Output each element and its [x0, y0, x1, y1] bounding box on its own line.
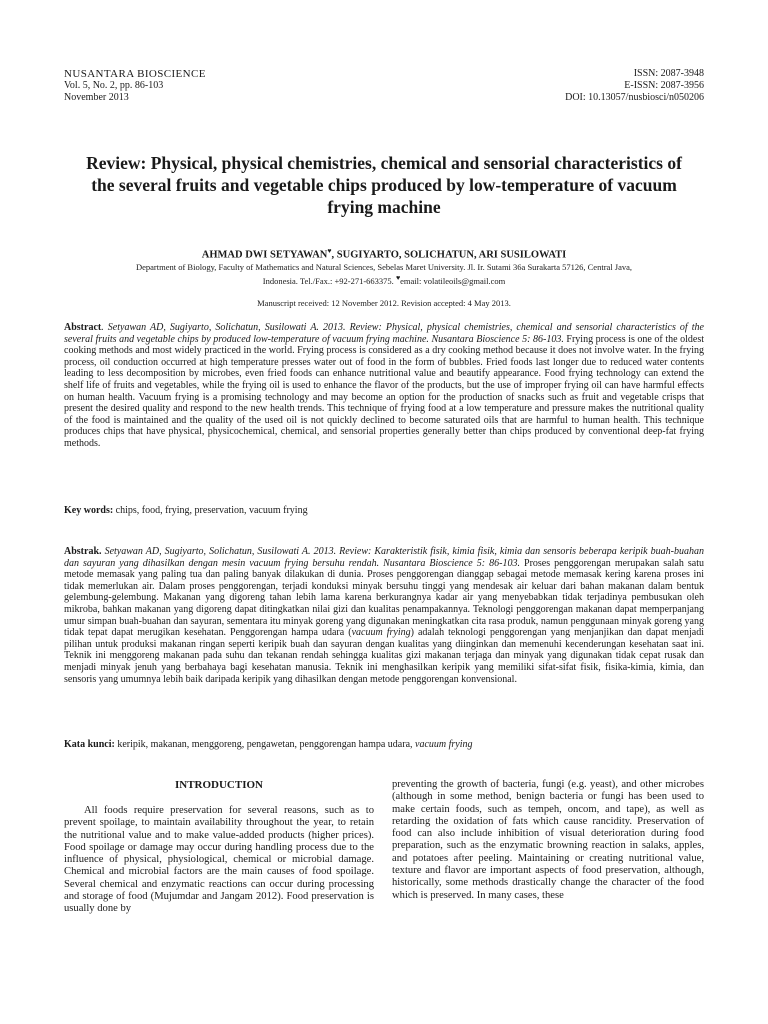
doi: DOI: 10.13057/nusbiosci/n050206 — [565, 92, 704, 103]
keywords — [64, 505, 704, 517]
affiliation-line-2 — [64, 273, 704, 287]
affiliation-contact: Indonesia. Tel./Fax.: +92-271-663375. — [262, 275, 394, 286]
katakunci-text: keripik, makanan, menggoreng, pengawetan, penggorengan hampa udara, — [114, 739, 416, 750]
corresponding-mark-icon: ♥ — [327, 247, 332, 255]
eissn: E-ISSN: 2087-3956 — [624, 80, 704, 91]
intro-left-column — [64, 779, 374, 916]
intro-paragraph-right: preventing the growth of bacteria, fungi (e.g. yeast), and other microbes (although in some method, benign bacteria or fungi has been used to make certain foods, such as tempeh, oncom, and tape), as well as retarding the oxidation of fats which cause rancidity. Preservation of food can also include inhibition of visual deterioration during food preparation, such as the enzymatic browning reaction in salaks, apples, and potatoes after peeling. Maintaining or creating nutritional value, texture and flavor are important aspects of food preservation, although, historically, some methods drastically change the character of the food which is preserved. In many cases, these — [392, 779, 704, 901]
abstract-citation: . Setyawan AD, Sugiyarto, Solichatun, Susilowati A. 2013. Review: Physical, physical chemistries, chemical and sensorial characteristics of the several fruits and vegetable chips by produced low-temperature of vacuum frying machine. Nusantara Bioscience 5: 86-103. — [64, 322, 704, 345]
paper-title: Review: Physical, physical chemistries, chemical and sensorial characteristics of the several fruits and vegetable chips produced by low-temperature of vacuum frying machine — [86, 153, 682, 217]
katakunci-italic: vacuum frying — [415, 739, 473, 750]
journal-identifiers — [565, 68, 704, 104]
journal-volume: Vol. 5, No. 2, pp. 86-103 — [64, 80, 164, 91]
corresponding-author: AHMAD DWI SETYAWAN — [201, 249, 328, 261]
journal-header — [64, 68, 206, 104]
abstrak-text-a: Proses penggorengan merupakan salah satu metode memasak yang paling tua dan paling banyak dilakukan di dunia. Proses penggorengan dianggap sebagai metode memasak kering karena proses ini tidak memerlukan air. Dalam proses penggorengan, terjadi konduksi minyak bersuhu tinggi yang mendesak air keluar dari bahan makanan dalam bentuk gelembung-gelembung. Makanan yang digoreng tahan lebih lama karena berkurangnya kadar air yang menyebabkan tidak terjadinya pembusukan oleh mikroba, bahkan makanan yang digoreng dapat ditingkatkan nilai gizi dan kualitas penampakannya. Teknologi penggorengan makanan dapat memperpanjang umur simpan buah-buahan dan sayuran, sementara itu minyak goreng yang digunakan meningkatkan cita rasa produk, namun penggunaan minyak goreng yang tidak tepat dapat merugikan kesehatan. Penggorengan hampa udara ( — [64, 557, 704, 639]
affiliation — [64, 262, 704, 287]
affiliation-line-1: Department of Biology, Faculty of Mathematics and Natural Sciences, Sebelas Maret University. Jl. Ir. Sutami 36a Surakarta 57126, Central Java, — [135, 262, 633, 272]
abstrak-italic: vacuum frying — [351, 627, 411, 639]
intro-right-column — [392, 779, 704, 902]
intro-paragraph-left: All foods require preservation for several reasons, such as to prevent spoilage, to maintain availability throughout the year, to retain the nutritional value and to make value-added products (higher prices). Food spoilage or damage may occur during handling process due to the influence of physical, physiological, chemical or microbial damage. Chemical and microbial factors are the main causes of food spoilage. Several chemical and enzymatic reactions can occur during processing and storage of food (Mujumdar and Jangam 2012). Food preservation is usually done by — [64, 805, 374, 915]
manuscript-dates: Manuscript received: 12 November 2012. Revision accepted: 4 May 2013. — [257, 298, 511, 308]
author-list — [64, 247, 704, 261]
katakunci-label: Kata kunci: — [64, 739, 115, 750]
keywords-text: chips, food, frying, preservation, vacuum frying — [113, 505, 308, 516]
co-authors: , SUGIYARTO, SOLICHATUN, ARI SUSILOWATI — [331, 249, 567, 261]
affiliation-email: email: volatileoils@gmail.com — [400, 275, 506, 286]
section-heading-introduction: INTRODUCTION — [174, 779, 263, 791]
abstrak-citation: Setyawan AD, Sugiyarto, Solichatun, Susilowati A. 2013. Review: Karakteristik fisik, kimia fisik, kimia dan sensoris beberapa keripik buah-buahan dan sayuran yang dihasilkan dengan mesin vacuum frying bersuhu rendah. Nusantara Bioscience 5: 86-103. — [64, 546, 704, 569]
abstract — [64, 322, 704, 450]
journal-name: NUSANTARA BIOSCIENCE — [64, 68, 206, 80]
keywords-label: Key words: — [64, 505, 114, 516]
abstrak-text-b: ) adalah teknologi penggorengan yang menjanjikan dan dapat menjadi pilihan untuk produksi makanan ringan seperti keripik buah dan sayuran dengan kualitas yang diinginkan dan memenuhi kecenderungan kesehatan saat ini. Teknik ini menggoreng makanan pada suhu dan tekanan rendah sehingga kualitas gizi makanan terjaga dan minyak yang digunakan tidak cepat rusak dan menjadi minyak jenuh yang berbahaya bagi kesehatan manusia. Teknik ini menghasilkan keripik yang memiliki sifat-sifat fisik, fisika-kimia, kimia, dan sensoris yang umumnya lebih baik daripada keripik yang dihasilkan dengan metode penggorengan konvensional. — [64, 627, 705, 685]
kata-kunci — [64, 739, 704, 751]
abstract-text: Frying process is one of the oldest cooking methods and most widely practiced in the world. Frying process is considered as a dry cooking method because it does not involve water. In the frying process, oil conduction occurred at high temperature presses water out of food in the form of bubbles. Fried foods last longer due to reduced water contents leading to less decomposition by microbes, even fried foods can enhance nutritional value and beautify appearance. Food frying technology can extend the shelf life of fruits and vegetables, while the frying oil is used to enhance the flavor of the products, but the use of improper frying oil can have harmful effects on human health. Vacuum frying is a promising technology and may become an option for the production of snacks such as fruit and vegetable crisps that present the desired quality and respond to the new health trends. This technique of frying food at a low temperature and pressure makes the nutritional quality of the food is maintained and the quality of the used oil is not quickly declined to become saturated oils that are harmful to human health. This technique produces chips that have physical, physicochemical, chemical, and sensorial properties generally better than chips produced by conventional deep-fat frying methods. — [64, 333, 704, 449]
abstrak-label: Abstrak. — [64, 546, 102, 557]
abstrak — [64, 546, 704, 685]
email-mark-icon: ♥ — [395, 274, 401, 282]
abstract-label: Abstract — [64, 322, 102, 333]
issn: ISSN: 2087-3948 — [633, 68, 704, 79]
journal-date: November 2013 — [64, 92, 129, 103]
